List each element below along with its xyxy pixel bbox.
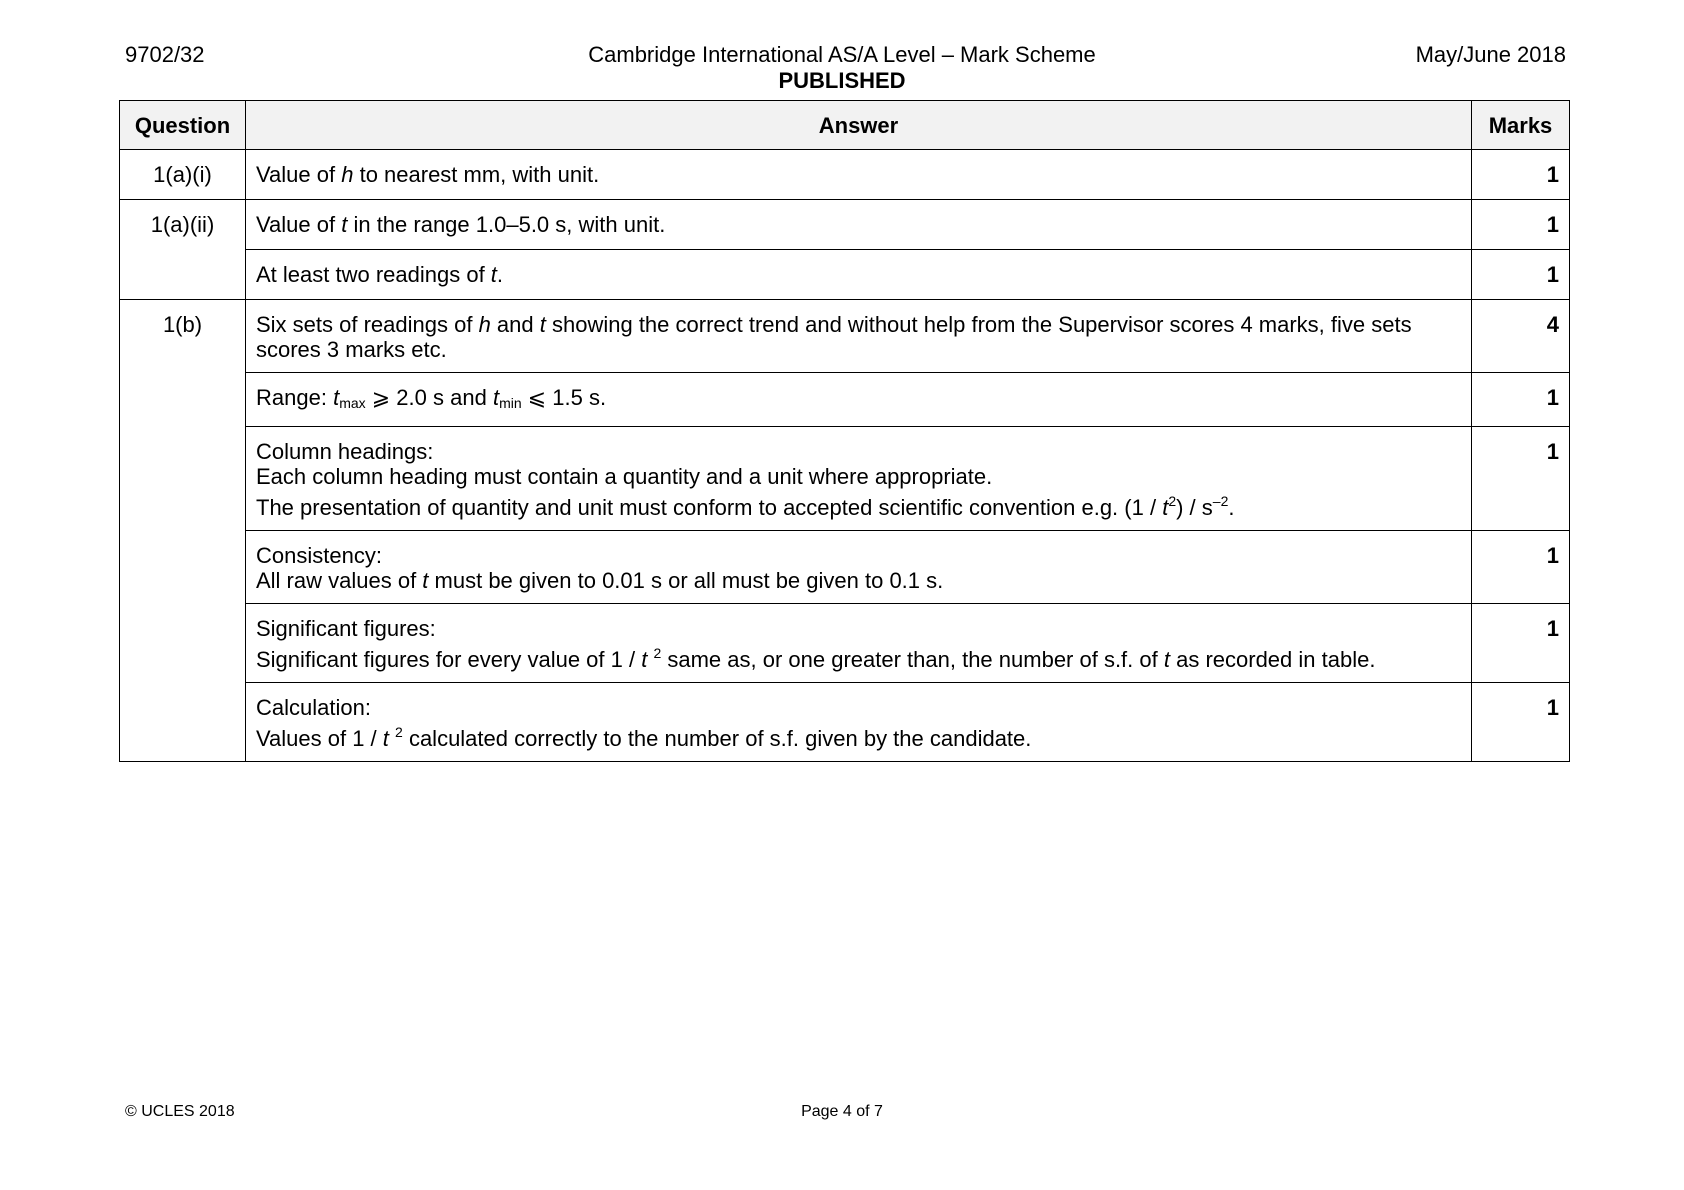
marks-cell: 1 [1472,427,1570,531]
mark-scheme-table [119,100,1570,762]
marks-cell: 1 [1472,531,1570,604]
table-header-row [120,101,1570,150]
table-row [120,427,1570,531]
published-label: PUBLISHED [778,68,906,93]
question-cell: 1(b) [120,300,246,762]
marks-cell: 1 [1472,250,1570,300]
copyright-notice: © UCLES 2018 [125,1103,235,1120]
answer-cell: Value of t in the range 1.0–5.0 s, with unit. [246,200,1472,250]
marks-cell: 1 [1472,150,1570,200]
table-row [120,683,1570,762]
table-row [120,150,1570,200]
question-cell: 1(a)(ii) [120,200,246,300]
answer-cell: Range: $t_{max}$ ⩾ 2.0 s and $t_{min}$ ⩽ 1.5 s. [246,373,1472,427]
answer-column-header: Answer [246,101,1472,150]
table-row [120,300,1570,373]
exam-session: May/June 2018 [1415,42,1566,67]
table-row [120,250,1570,300]
marks-cell: 1 [1472,604,1570,683]
answer-cell: Column headings: Each column heading must contain a quantity and a unit where appropriate. The presentation of quantity and unit must conform to accepted scientific convention e.g. $(1 / t^2) / s^{-2}$. [246,427,1472,531]
page-number: Page 4 of 7 [801,1103,883,1120]
answer-cell: Six sets of readings of h and t showing the correct trend and without help from the Supervisor scores 4 marks, five sets scores 3 marks etc. [246,300,1472,373]
table-row [120,200,1570,250]
answer-cell: Consistency: All raw values of t must be given to 0.01 s or all must be given to 0.1 s. [246,531,1472,604]
table-row [120,373,1570,427]
marks-cell: 1 [1472,200,1570,250]
answer-cell: Significant figures: Significant figures for every value of 1 / t $^2$ same as, or one greater than, the number of s.f. of t as recorded in table. [246,604,1472,683]
table-row [120,604,1570,683]
question-cell: 1(a)(i) [120,150,246,200]
marks-cell: 1 [1472,683,1570,762]
answer-cell: Value of h to nearest mm, with unit. [246,150,1472,200]
question-column-header: Question [120,101,246,150]
marks-cell: 1 [1472,373,1570,427]
document-title: Cambridge International AS/A Level – Mark Scheme [588,42,1096,67]
table-row [120,531,1570,604]
paper-code: 9702/32 [125,42,205,67]
marks-cell: 4 [1472,300,1570,373]
marks-column-header: Marks [1472,101,1570,150]
answer-cell: At least two readings of t. [246,250,1472,300]
answer-cell: Calculation: Values of 1 / t $^2$ calculated correctly to the number of s.f. given by the candidate. [246,683,1472,762]
